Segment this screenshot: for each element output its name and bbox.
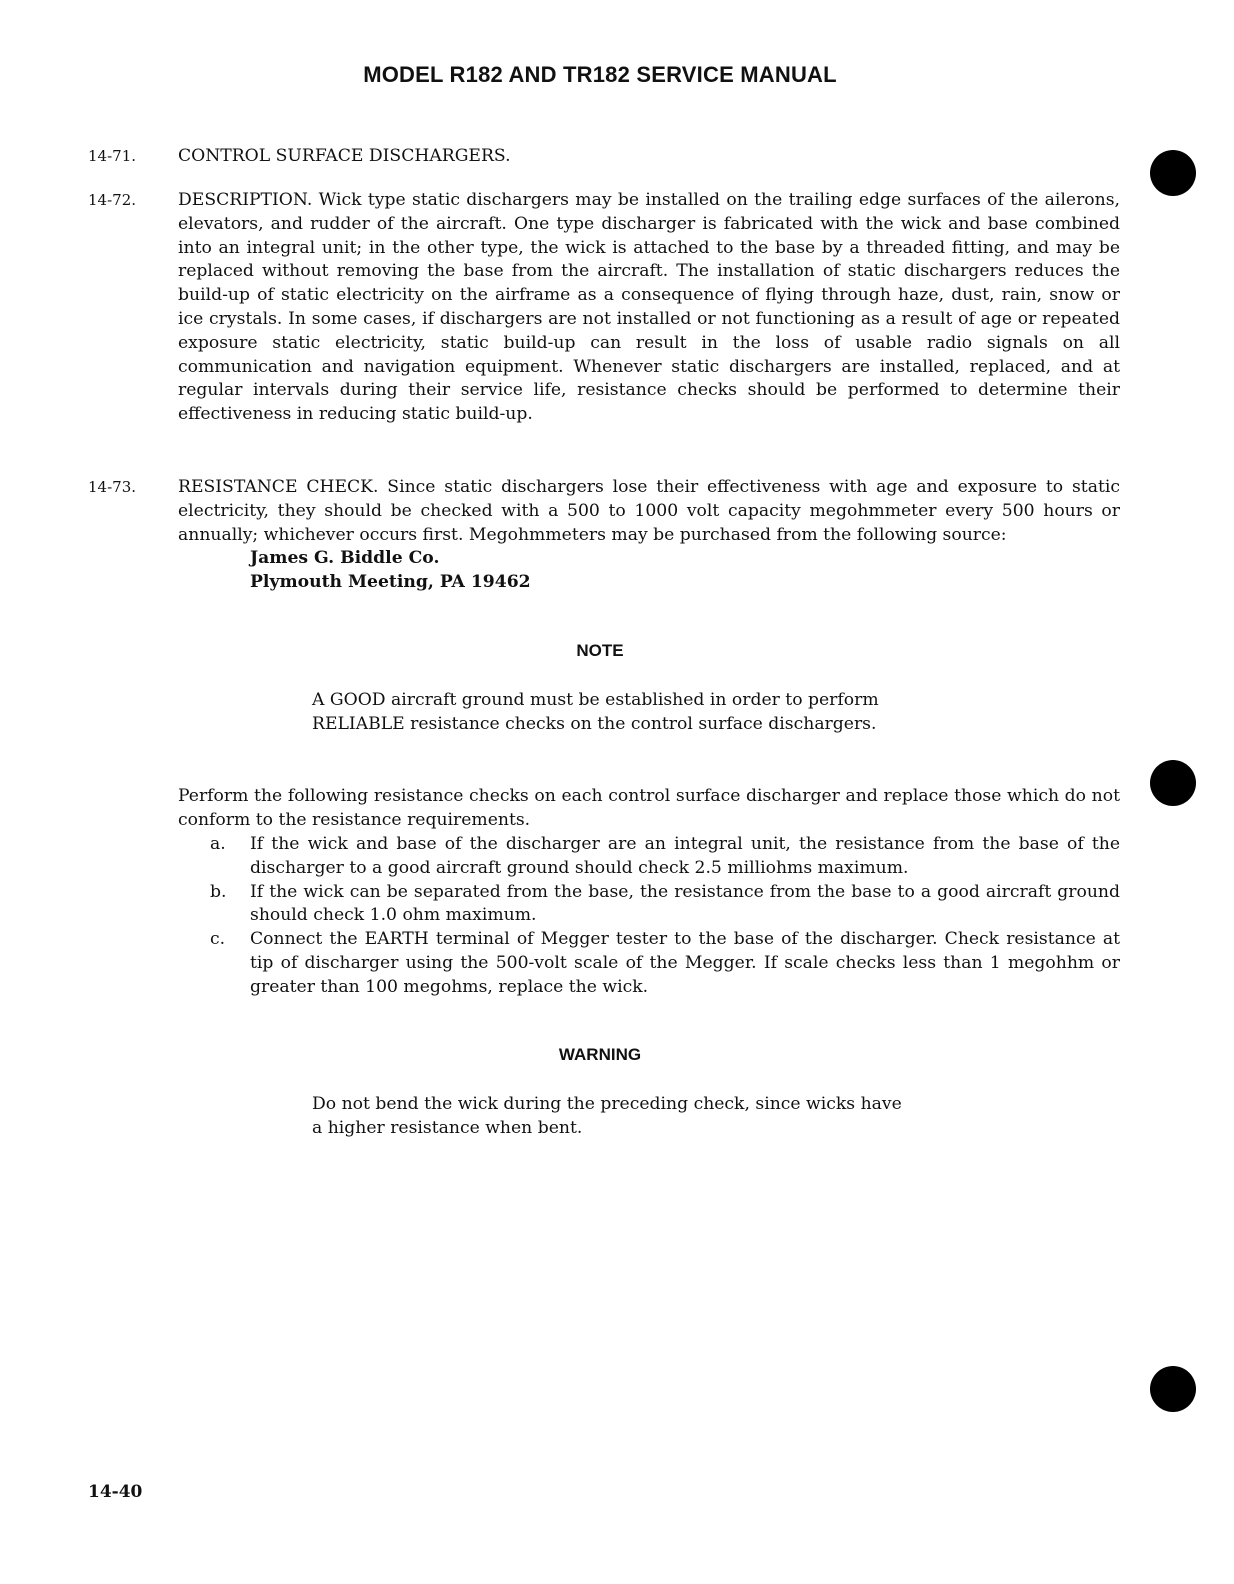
list-item	[178, 881, 1120, 929]
source-company: James G. Biddle Co.	[250, 548, 440, 569]
section-number: 14-72.	[88, 191, 137, 209]
procedure-intro: Perform the following resistance checks on each control surface discharger and replace those which do not conform to the resistance requirements.	[178, 786, 1120, 830]
binder-hole-top	[1150, 150, 1196, 196]
source-location: Plymouth Meeting, PA 19462	[250, 572, 531, 593]
list-item-text: If the wick and base of the discharger are an integral unit, the resistance from the base of the discharger to a good aircraft ground should check 2.5 milliohms maximum.	[250, 834, 1120, 878]
warning-text: Do not bend the wick during the preceding check, since wicks have a higher resistance when bent.	[312, 1094, 902, 1138]
warning-heading: WARNING	[558, 1045, 642, 1064]
section-14-71	[88, 145, 1120, 169]
list-item-text: Connect the EARTH terminal of Megger tester to the base of the discharger. Check resistance at tip of discharger using the 500-volt scale of the Megger. If scale checks less than 1 megohhm or greater than 100 megohms, replace the wick.	[250, 929, 1120, 997]
procedure-list	[178, 833, 1120, 1000]
page-number: 14-40	[88, 1482, 143, 1502]
section-number: 14-71.	[88, 147, 137, 165]
binder-hole-middle	[1150, 760, 1196, 806]
section-heading: CONTROL SURFACE DISCHARGERS.	[178, 146, 511, 166]
binder-hole-bottom	[1150, 1366, 1196, 1412]
section-14-72	[88, 189, 1120, 427]
description-paragraph: DESCRIPTION. Wick type static dischargers may be installed on the trailing edge surfaces of the ailerons, elevators, and rudder of the aircraft. One type discharger is fabricated with the wick and base combined into an integral unit; in the other type, the wick is attached to the base by a threaded fitting, and may be replaced without removing the base from the aircraft. The installation of static dischargers reduces the build-up of static electricity on the airframe as a consequence of flying through haze, dust, rain, snow or ice crystals. In some cases, if dischargers are not installed or not functioning as a result of age or repeated exposure static electricity, static build-up can result in the loss of usable radio signals on all communication and navigation equipment. Whenever static dischargers are installed, replaced, and at regular intervals during their service life, resistance checks should be performed to determine their effectiveness in reducing static build-up.	[178, 190, 1120, 425]
list-marker: c.	[210, 929, 226, 950]
section-number: 14-73.	[88, 478, 137, 496]
list-item	[178, 928, 1120, 999]
page-title: MODEL R182 AND TR182 SERVICE MANUAL	[363, 62, 837, 87]
section-14-73	[88, 476, 1120, 595]
resistance-check-paragraph: RESISTANCE CHECK. Since static dischargers lose their effectiveness with age and exposure to static electricity, they should be checked with a 500 to 1000 volt capacity megohmmeter every 500 hours or annually; whichever occurs first. Megohmmeters may be purchased from the following source:	[178, 477, 1120, 545]
list-item	[178, 833, 1120, 881]
note-heading: NOTE	[576, 641, 624, 660]
list-marker: a.	[210, 834, 226, 854]
list-item-text: If the wick can be separated from the base, the resistance from the base to a good aircraft ground should check 1.0 ohm maximum.	[250, 881, 1120, 926]
note-text: A GOOD aircraft ground must be established in order to perform RELIABLE resistance checks on the control surface dischargers.	[312, 690, 879, 734]
list-marker: b.	[210, 881, 227, 902]
source-address	[178, 547, 1120, 595]
